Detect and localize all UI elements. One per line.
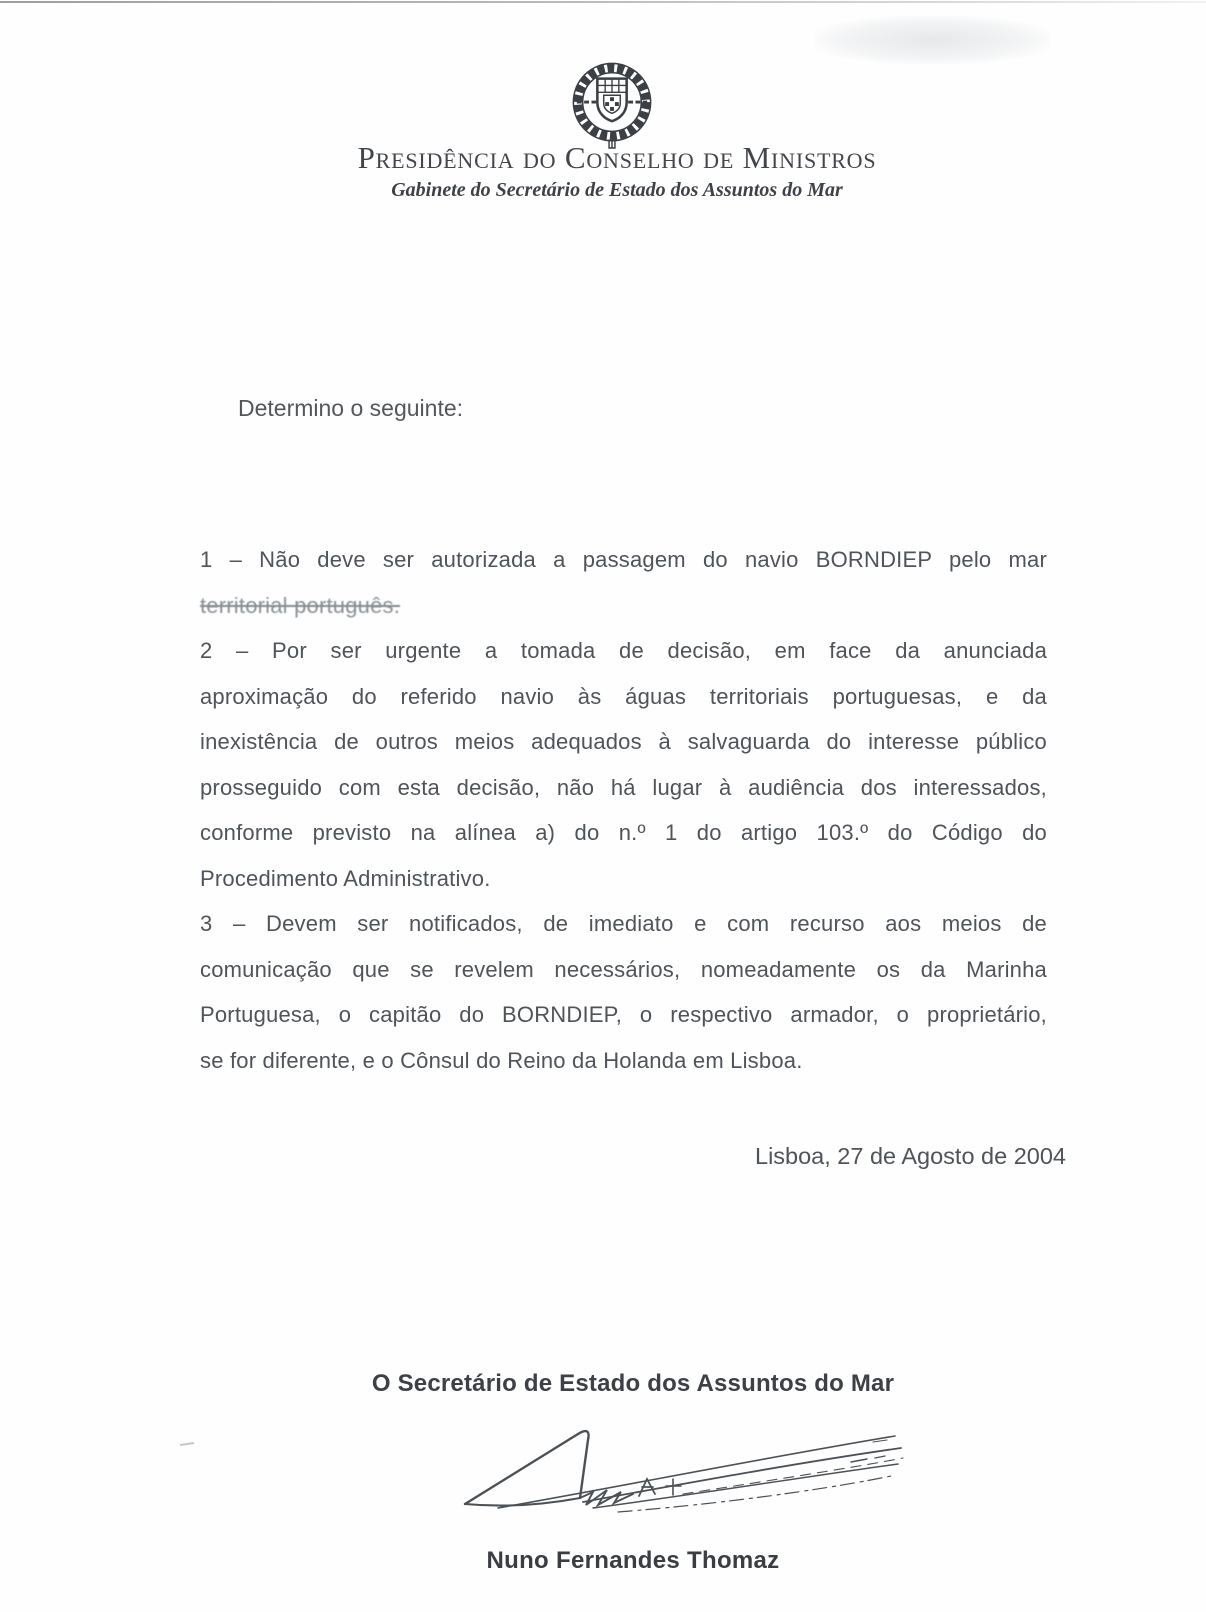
signatory-title: O Secretário de Estado dos Assuntos do Mar	[371, 1370, 895, 1397]
paragraph-3-line: se for diferente, e o Cônsul do Reino da Holanda em Lisboa.	[200, 1047, 803, 1073]
scan-smudge-artifact	[815, 16, 1050, 64]
paragraph-3-line: comunicação que se revelem necessários, nomeadamente os da Marinha	[200, 956, 1047, 982]
paragraph-2-line: prosseguido com esta decisão, não há lugar à audiência dos interessados,	[200, 774, 1047, 800]
org-title: Presidência do Conselho de Ministros	[357, 140, 877, 175]
paragraph-2-line: Procedimento Administrativo.	[200, 865, 491, 891]
dateline: Lisboa, 27 de Agosto de 2004	[755, 1143, 1066, 1169]
paragraph-2-line: aproximação do referido navio às águas territoriais portuguesas, e da	[200, 683, 1047, 709]
paragraph-2-line: conforme previsto na alínea a) do n.º 1 do artigo 103.º do Código do	[200, 820, 1047, 845]
paragraph-3-line: Portuguesa, o capitão do BORNDIEP, o respectivo armador, o proprietário,	[200, 1002, 1047, 1027]
paragraph-2-line: inexistência de outros meios adequados à salvaguarda do interesse público	[200, 729, 1047, 754]
paragraph-2-line: 2 – Por ser urgente a tomada de decisão, em face da anunciada	[200, 638, 1047, 663]
scan-edge-artifact	[0, 1, 1206, 3]
intro-text: Determino o seguinte:	[238, 395, 464, 421]
document-body	[200, 537, 1047, 1083]
scan-mark-artifact	[180, 1442, 194, 1446]
signature-handwriting-icon	[443, 1416, 908, 1524]
signatory-name: Nuno Fernandes Thomaz	[486, 1547, 780, 1574]
office-subtitle: Gabinete do Secretário de Estado dos Assuntos do Mar	[391, 179, 843, 201]
paragraph-1-struck-line: territorial português.	[200, 592, 401, 618]
paragraph-3-line: 3 – Devem ser notificados, de imediato e com recurso aos meios de	[200, 911, 1047, 936]
paragraph-1-line: 1 – Não deve ser autorizada a passagem do navio BORNDIEP pelo mar	[200, 547, 1047, 572]
